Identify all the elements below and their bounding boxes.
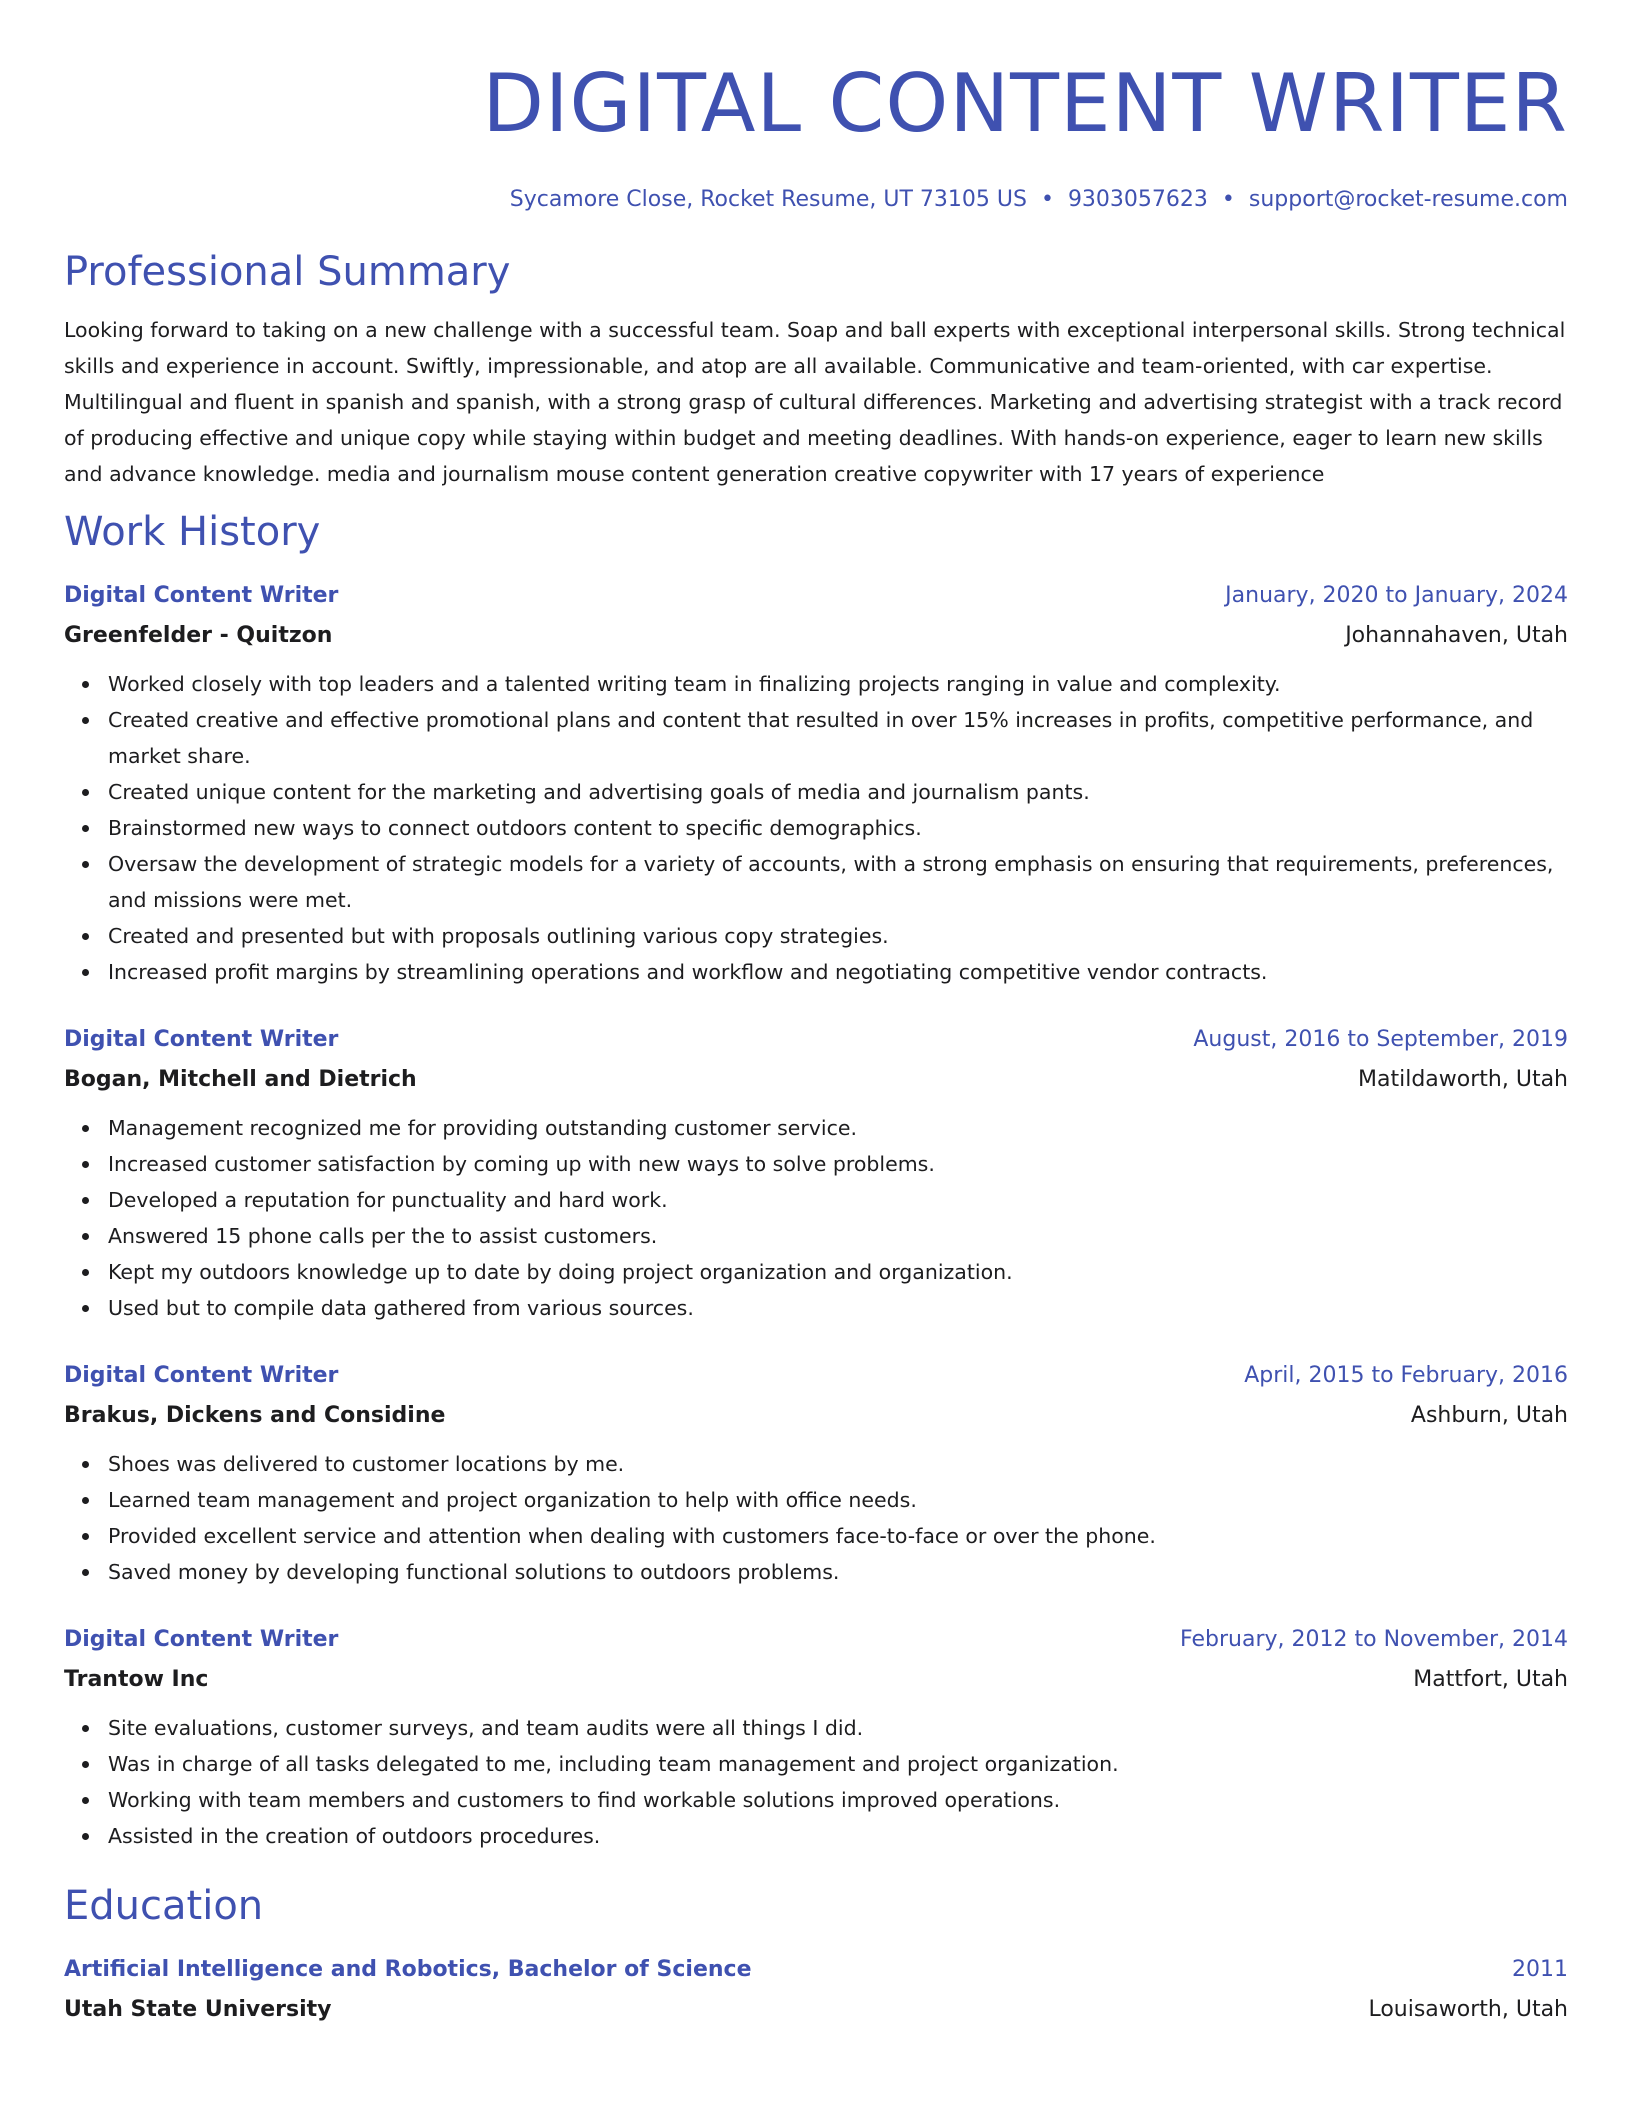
section-heading-education: Education	[64, 1883, 264, 1929]
job-bullet: Brainstormed new ways to connect outdoors content to specific demographics.	[108, 810, 1568, 846]
summary-text: Looking forward to taking on a new challenge with a successful team. Soap and ball experts with exceptional interpersonal skills. Strong technical skills and experience in account. Swiftly, impressionable, and atop are all available. Communicative and team-oriented, with car expertise. Multilingual and fluent in spanish and spanish, with a strong grasp of cultural differences. Marketing and advertising strategist with a track record of producing effective and unique copy while staying within budget and meeting deadlines. With hands-on experience, eager to learn new skills and advance knowledge. media and journalism mouse content generation creative copywriter with 17 years of experience	[64, 318, 1566, 486]
education-school: Utah State University	[64, 1997, 332, 2022]
job-entry	[64, 1620, 1568, 1854]
job-title: Digital Content Writer	[64, 1027, 339, 1052]
job-bullet: Learned team management and project organization to help with office needs.	[108, 1482, 1568, 1518]
job-bullet: Worked closely with top leaders and a talented writing team in finalizing projects ranging in value and complexity.	[108, 666, 1568, 702]
job-bullet: Saved money by developing functional solutions to outdoors problems.	[108, 1554, 1568, 1590]
job-location: Mattfort, Utah	[1413, 1667, 1568, 1692]
education-entry	[64, 1950, 1568, 2030]
contact-line	[64, 184, 1568, 216]
job-entry	[64, 1020, 1568, 1326]
contact-phone[interactable]: 9303057623	[1067, 187, 1208, 212]
job-dates: April, 2015 to February, 2016	[1244, 1363, 1568, 1388]
job-bullet: Was in charge of all tasks delegated to me, including team management and project organization.	[108, 1746, 1568, 1782]
job-title: Digital Content Writer	[64, 1627, 339, 1652]
job-bullet: Site evaluations, customer surveys, and team audits were all things I did.	[108, 1710, 1568, 1746]
job-entry	[64, 576, 1568, 990]
job-bullet: Developed a reputation for punctuality and hard work.	[108, 1182, 1568, 1218]
job-bullets	[64, 1446, 1568, 1590]
job-bullet: Used but to compile data gathered from various sources.	[108, 1290, 1568, 1326]
job-bullet: Increased profit margins by streamlining operations and workflow and negotiating competitive vendor contracts.	[108, 954, 1568, 990]
resume-title: DIGITAL CONTENT WRITER	[482, 57, 1568, 150]
job-company: Greenfelder - Quitzon	[64, 623, 333, 648]
job-company: Brakus, Dickens and Considine	[64, 1403, 446, 1428]
job-location: Johannahaven, Utah	[1345, 623, 1568, 648]
contact-email[interactable]: support@rocket-resume.com	[1248, 187, 1568, 212]
job-bullet: Assisted in the creation of outdoors procedures.	[108, 1818, 1568, 1854]
job-location: Matildaworth, Utah	[1358, 1067, 1568, 1092]
education-year: 2011	[1512, 1957, 1568, 1982]
education-location: Louisaworth, Utah	[1368, 1997, 1568, 2022]
job-bullet: Answered 15 phone calls per the to assist customers.	[108, 1218, 1568, 1254]
contact-separator: •	[1221, 187, 1235, 212]
job-bullet: Created and presented but with proposals outlining various copy strategies.	[108, 918, 1568, 954]
job-location: Ashburn, Utah	[1410, 1403, 1568, 1428]
job-bullet: Increased customer satisfaction by coming up with new ways to solve problems.	[108, 1146, 1568, 1182]
job-bullet: Oversaw the development of strategic models for a variety of accounts, with a strong emphasis on ensuring that requirements, preferences, and missions were met.	[108, 846, 1568, 918]
job-bullet: Created creative and effective promotional plans and content that resulted in over 15% increases in profits, competitive performance, and market share.	[108, 702, 1568, 774]
contact-address: Sycamore Close, Rocket Resume, UT 73105 US	[509, 187, 1027, 212]
job-title: Digital Content Writer	[64, 583, 339, 608]
job-dates: February, 2012 to November, 2014	[1180, 1627, 1568, 1652]
job-bullet: Shoes was delivered to customer locations by me.	[108, 1446, 1568, 1482]
job-bullets	[64, 1110, 1568, 1326]
work-history-section	[64, 506, 1568, 1854]
job-bullet: Kept my outdoors knowledge up to date by doing project organization and organization.	[108, 1254, 1568, 1290]
job-title: Digital Content Writer	[64, 1363, 339, 1388]
job-company: Bogan, Mitchell and Dietrich	[64, 1067, 417, 1092]
contact-separator: •	[1040, 187, 1054, 212]
resume-header	[64, 0, 1568, 216]
job-bullet: Management recognized me for providing outstanding customer service.	[108, 1110, 1568, 1146]
job-bullet: Provided excellent service and attention when dealing with customers face-to-face or over the phone.	[108, 1518, 1568, 1554]
job-dates: January, 2020 to January, 2024	[1225, 583, 1568, 608]
education-degree: Artificial Intelligence and Robotics, Bachelor of Science	[64, 1957, 752, 1982]
job-bullets	[64, 666, 1568, 990]
resume-page	[64, 0, 1568, 2030]
job-company: Trantow Inc	[64, 1667, 209, 1692]
job-entry	[64, 1356, 1568, 1590]
section-heading-summary: Professional Summary	[64, 249, 511, 295]
job-bullet: Created unique content for the marketing and advertising goals of media and journalism pants.	[108, 774, 1568, 810]
job-bullets	[64, 1710, 1568, 1854]
job-dates: August, 2016 to September, 2019	[1193, 1027, 1568, 1052]
education-section	[64, 1880, 1568, 2030]
job-bullet: Working with team members and customers to find workable solutions improved operations.	[108, 1782, 1568, 1818]
section-heading-work-history: Work History	[64, 509, 321, 555]
professional-summary-section	[64, 246, 1568, 492]
